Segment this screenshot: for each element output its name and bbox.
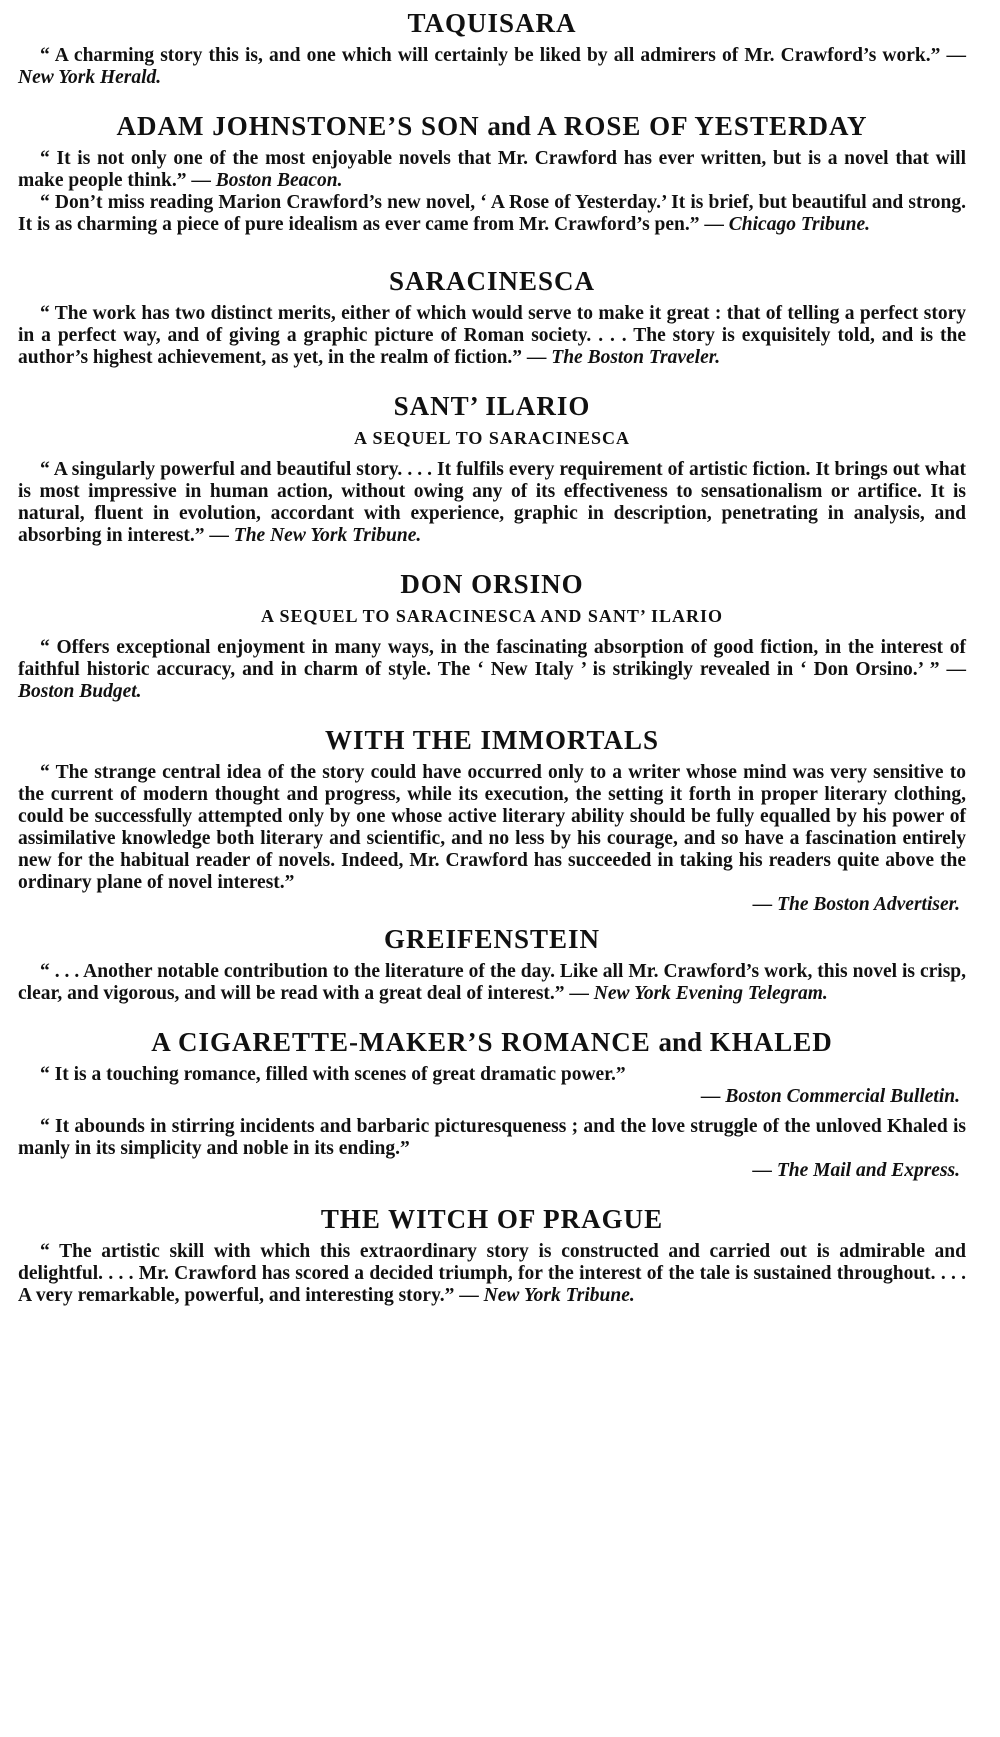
review-source: — Boston Commercial Bulletin. <box>701 1086 960 1108</box>
section-cigarette-makers-romance <box>18 1027 966 1182</box>
section-greifenstein <box>18 924 966 1005</box>
review-source: New York Evening Telegram. <box>593 983 828 1005</box>
review-quote: “ The artistic skill with which this extraordinary story is constructed and carried out is admirable and delightful. . . . Mr. Crawford has scored a decided triumph, for the interest of the tale is sustained throughout. . . . A very remarkable, powerful, and interesting story.” — New York Tribune. <box>18 1241 966 1307</box>
section-don-orsino <box>18 569 966 703</box>
review-source: — The Mail and Express. <box>752 1160 960 1182</box>
review-quote: “ It abounds in stirring incidents and barbaric picturesqueness ; and the love struggle of the unloved Khaled is manly in its simplicity and noble in its ending.” <box>18 1116 966 1160</box>
review-source: Boston Beacon. <box>215 170 343 192</box>
review-source: — The Boston Advertiser. <box>752 894 960 916</box>
review-source: New York Herald. <box>18 67 162 89</box>
section-sant-ilario <box>18 391 966 547</box>
section-title: GREIFENSTEIN <box>383 924 601 955</box>
review-source: Chicago Tribune. <box>728 214 870 236</box>
review-quote: “ A singularly powerful and beautiful story. . . . It fulfils every requirement of artistic fiction. It brings out what is most impressive in human action, without owing any of its effectiveness to sensationalism or artifice. It is natural, fluent in evolution, accordant with experience, graphic in description, penetrating in analysis, and absorbing in interest.” — The New York Tribune. <box>18 459 966 547</box>
review-quote: “ . . . Another notable contribution to the literature of the day. Like all Mr. Crawford’s work, this novel is crisp, clear, and vigorous, and will be read with a great deal of interest.” — New York Evening Telegram. <box>18 961 966 1005</box>
section-title: DON ORSINO <box>400 569 584 600</box>
section-subtitle: A SEQUEL TO SARACINESCA AND SANT’ ILARIO <box>260 606 724 627</box>
section-witch-of-prague <box>18 1204 966 1307</box>
section-subtitle: A SEQUEL TO SARACINESCA <box>354 428 630 449</box>
section-title: THE WITCH OF PRAGUE <box>320 1204 664 1235</box>
section-title: ADAM JOHNSTONE’S SON and A ROSE OF YESTERDAY <box>116 111 868 142</box>
review-quote: “ Don’t miss reading Marion Crawford’s new novel, ‘ A Rose of Yesterday.’ It is brief, but beautiful and strong. It is as charming a piece of pure idealism as ever came from Mr. Crawford’s pen.” — Chicago Tribune. <box>18 192 966 236</box>
section-title: A CIGARETTE-MAKER’S ROMANCE and KHALED <box>151 1027 833 1058</box>
section-title: SANT’ ILARIO <box>393 391 591 422</box>
section-title: SARACINESCA <box>388 266 596 297</box>
review-source: The Boston Traveler. <box>551 347 721 369</box>
review-source: Boston Budget. <box>18 681 142 703</box>
review-quote: “ It is a touching romance, filled with scenes of great dramatic power.” <box>40 1064 626 1086</box>
review-quote: “ Offers exceptional enjoyment in many ways, in the fascinating absorption of good fiction, in the interest of faithful historic accuracy, and in charm of style. The ‘ New Italy ’ is strikingly revealed in ‘ Don Orsino.’ ” — Boston Budget. <box>18 637 966 703</box>
review-page <box>18 8 966 1307</box>
review-quote: “ A charming story this is, and one which will certainly be liked by all admirers of Mr. Crawford’s work.” — New York Herald. <box>18 45 966 89</box>
review-source: The New York Tribune. <box>233 525 422 547</box>
section-adam-johnstone <box>18 111 966 236</box>
review-source: New York Tribune. <box>483 1285 635 1307</box>
section-with-the-immortals <box>18 725 966 916</box>
review-quote: “ The strange central idea of the story could have occurred only to a writer whose mind was very sensitive to the current of modern thought and progress, while its execution, the setting it forth in proper literary clothing, could be successfully attempted only by one whose active literary ability should be fully equalled by his power of assimilative knowledge both literary and scientific, and no less by his courage, and so have a fascination entirely new for the habitual reader of novels. Indeed, Mr. Crawford has succeeded in taking his readers quite above the ordinary plane of novel interest.” <box>18 762 966 894</box>
section-taquisara <box>18 8 966 89</box>
section-saracinesca <box>18 266 966 369</box>
review-quote: “ The work has two distinct merits, either of which would serve to make it great : that of telling a perfect story in a perfect way, and of giving a graphic picture of Roman society. . . . The story is exquisitely told, and is the author’s highest achievement, as yet, in the realm of fiction.” — The Boston Traveler. <box>18 303 966 369</box>
review-quote: “ It is not only one of the most enjoyable novels that Mr. Crawford has ever written, but is a novel that will make people think.” — Boston Beacon. <box>18 148 966 192</box>
section-title: WITH THE IMMORTALS <box>324 725 660 756</box>
section-title: TAQUISARA <box>407 8 577 38</box>
